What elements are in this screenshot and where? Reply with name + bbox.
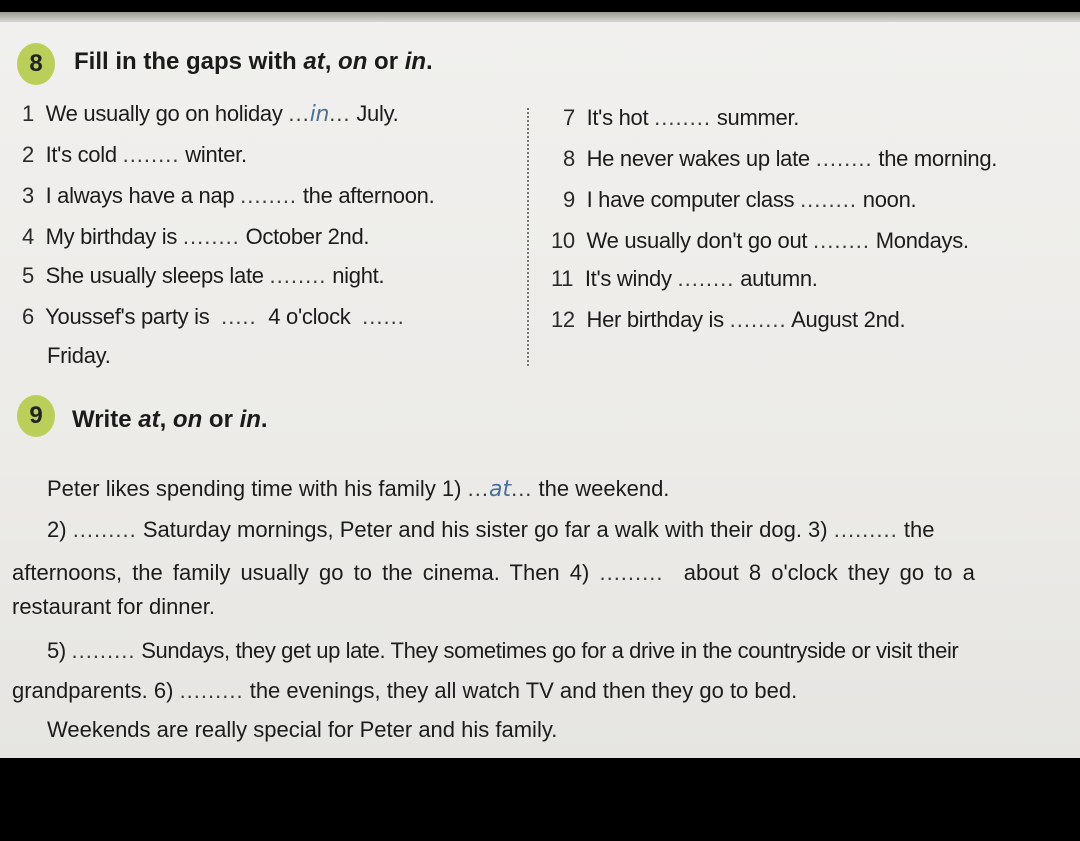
exercise-9-title: Write at, on or in.: [72, 406, 268, 433]
page-top-edge: [0, 12, 1080, 22]
exercise-8-badge: [17, 43, 55, 85]
ex8-item-8: 8 He never wakes up late ........ the morning.: [563, 146, 998, 171]
ex9-line-2: 2) ......... Saturday mornings, Peter and his sister go far a walk with their dog. 3) ......... the: [47, 517, 935, 542]
ex8-item-1: 1 We usually go on holiday ...in... July.: [22, 101, 399, 127]
ex9-line-4: restaurant for dinner.: [12, 594, 216, 619]
handwritten-answer: in: [309, 102, 330, 127]
exercise-9-number: 9: [29, 402, 43, 429]
ex8-item-10: 10 We usually don't go out ........ Mondays.: [551, 228, 969, 253]
ex8-item-2: 2 It's cold ........ winter.: [22, 142, 247, 167]
ex9-line-1: Peter likes spending time with his family 1) ...at... the weekend.: [47, 476, 670, 502]
ex9-line-6: grandparents. 6) ......... the evenings, they all watch TV and then they go to bed.: [12, 678, 798, 703]
handwritten-answer: at: [488, 477, 512, 502]
ex8-item-3: 3 I always have a nap ........ the afternoon.: [22, 183, 435, 208]
column-divider: [527, 108, 529, 366]
ex8-item-4: 4 My birthday is ........ October 2nd.: [22, 224, 370, 249]
ex8-item-9: 9 I have computer class ........ noon.: [563, 187, 917, 212]
ex9-line-7: Weekends are really special for Peter and his family.: [47, 717, 558, 742]
ex8-item-6-continued: Friday.: [47, 343, 111, 368]
exercise-9-badge: [17, 395, 55, 437]
exercise-8-title: Fill in the gaps with at, on or in.: [74, 48, 433, 75]
ex9-line-3: afternoons, the family usually go to the cinema. Then 4) ......... about 8 o'clock they go to a: [12, 560, 975, 585]
ex8-item-11: 11 It's windy ........ autumn.: [551, 266, 818, 291]
ex8-item-5: 5 She usually sleeps late ........ night.: [22, 263, 385, 288]
workbook-page: [0, 12, 1080, 758]
ex8-item-12: 12 Her birthday is ........ August 2nd.: [551, 307, 906, 332]
exercise-8-number: 8: [29, 50, 43, 77]
ex8-item-7: 7 It's hot ........ summer.: [563, 105, 800, 130]
ex9-line-5: 5) ......... Sundays, they get up late. They sometimes go for a drive in the countryside or visit their: [47, 638, 959, 663]
ex8-item-6: 6 Youssef's party is ..... 4 o'clock ......: [22, 304, 405, 329]
